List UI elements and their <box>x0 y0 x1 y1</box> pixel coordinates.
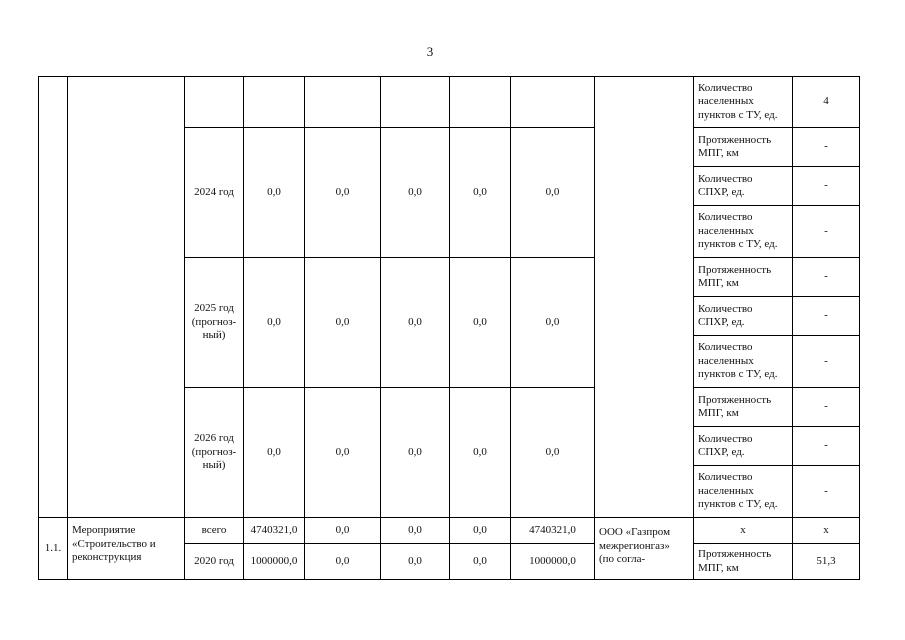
value-cell: 0,0 <box>473 554 487 567</box>
value-cell: 0,0 <box>545 445 560 458</box>
indicator-value: - <box>824 484 828 497</box>
indicator-mpg: Протяженность МПГ, км <box>698 548 772 574</box>
indicator-value: - <box>824 179 828 192</box>
year-label: 2024 год <box>194 185 234 198</box>
indicator-spkhr: Количество СПХР, ед. <box>698 432 753 458</box>
indicator-spkhr: Количество СПХР, ед. <box>698 302 753 328</box>
indicator-value: х <box>823 523 829 536</box>
indicator-value: - <box>824 309 828 322</box>
measure-number: 1.1. <box>44 541 62 554</box>
indicator-mpg: Протяженность МПГ, км <box>698 393 772 419</box>
indicator-value: - <box>824 400 828 413</box>
year-label: 2025 год (прогноз- ный) <box>191 302 237 342</box>
value-cell: 0,0 <box>335 445 350 458</box>
page-number: 3 <box>426 44 434 59</box>
value-cell: 0,0 <box>408 315 422 328</box>
row-label-total: всего <box>201 523 227 536</box>
value-cell: 0,0 <box>545 315 560 328</box>
value-cell: 0,0 <box>335 185 350 198</box>
value-cell: 4740321,0 <box>250 523 298 536</box>
value-cell: 0,0 <box>267 185 281 198</box>
value-cell: 0,0 <box>408 445 422 458</box>
value-cell: 0,0 <box>408 554 422 567</box>
indicator-spkhr: Количество СПХР, ед. <box>698 172 753 198</box>
value-cell: 1000000,0 <box>250 554 298 567</box>
value-cell: 0,0 <box>545 185 560 198</box>
executor: ООО «Газпром межрегионгаз» (по согла- <box>599 526 671 565</box>
indicator-total-name: х <box>740 523 746 536</box>
indicator-value: - <box>824 439 828 452</box>
indicator-value: - <box>824 354 828 367</box>
indicator-mpg: Протяженность МПГ, км <box>698 133 772 159</box>
value-cell: 0,0 <box>267 315 281 328</box>
value-cell: 0,0 <box>473 445 487 458</box>
year-label: 2020 год <box>194 554 234 567</box>
indicator-settlements-top: Количество населенных пунктов с ТУ, ед. <box>698 81 778 121</box>
indicator-settlements: Количество населенных пунктов с ТУ, ед. <box>698 341 778 381</box>
indicator-value: 4 <box>823 95 829 108</box>
indicator-mpg: Протяженность МПГ, км <box>698 263 772 289</box>
value-cell: 0,0 <box>473 185 487 198</box>
indicator-value: - <box>824 270 828 283</box>
indicator-settlements: Количество населенных пунктов с ТУ, ед. <box>698 211 778 251</box>
indicator-value: - <box>824 224 828 237</box>
year-label: 2026 год (прогноз- ный) <box>191 432 237 472</box>
indicator-value: 51,3 <box>816 554 836 567</box>
measure-name: Мероприятие «Строительство и реконструкция <box>72 524 156 563</box>
indicator-value: - <box>824 140 828 153</box>
value-cell: 0,0 <box>267 445 281 458</box>
indicator-settlements: Количество населенных пунктов с ТУ, ед. <box>698 471 778 511</box>
value-cell: 0,0 <box>335 315 350 328</box>
value-cell: 0,0 <box>473 523 487 536</box>
value-cell: 0,0 <box>335 554 350 567</box>
value-cell: 1000000,0 <box>529 554 576 567</box>
value-cell: 0,0 <box>335 523 350 536</box>
value-cell: 0,0 <box>408 185 422 198</box>
value-cell: 4740321,0 <box>529 523 576 536</box>
value-cell: 0,0 <box>408 523 422 536</box>
value-cell: 0,0 <box>473 315 487 328</box>
